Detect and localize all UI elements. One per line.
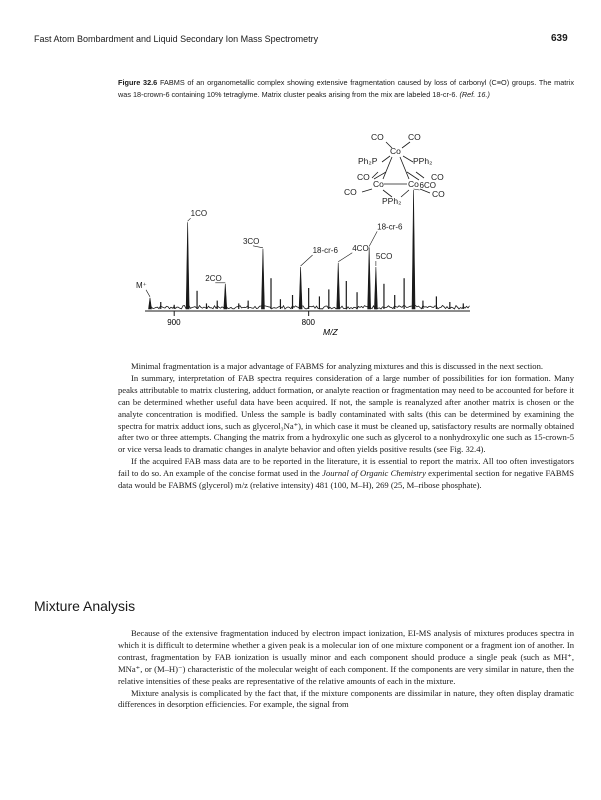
paragraph-3-end: experimental section for negative FABMS data would be FABMS (glycerol) m/z (relative intensity) 481 (100, M–H), 269 (25, M–ribose phosphate).: [118, 468, 574, 491]
paragraph-2: In summary, interpretation of FAB spectra requires consideration of a large number of possibilities for ion formation. Many peaks attributable to matrix clustering, adduct formation, or analyte reaction or fragmentation may need to be accounted for before it can be determined whether useful data have been acquired. If not, the sample is reanalyzed after another matrix is chosen or the analyte concentration is modified. Unless the sample is badly contaminated with salts (this can be determined by examining the spectra for matrix adduct ions, such as glycerol₃Na⁺), in which case it must be cleaned up, satisfactory results are normally obtained after two or three attempts. Changing the matrix from a hydroxylic one such as glycerol to a nonhydroxylic one such as 15-crown-5 or vice versa leads to dramatic changes in analyte behavior and often yields positive results (see Fig. 32.4).: [118, 372, 575, 455]
structure-co-top-right: CO: [408, 132, 421, 142]
structure-co-mid-right: CO: [431, 172, 444, 182]
peak-8: [412, 190, 415, 309]
structure-co-top-left: CO: [371, 132, 384, 142]
peak-label-1: 1CO: [190, 209, 208, 219]
x-tick-label-1: 800: [301, 318, 316, 327]
peak-5: [337, 263, 340, 309]
section-heading: Mixture Analysis: [34, 598, 136, 614]
structure-co-mid-left: CO: [357, 172, 370, 182]
spectrum-trace: [149, 190, 470, 309]
peak-7: [374, 267, 377, 309]
peak-leader-1: [188, 218, 191, 221]
structure-co-atom-right: Co: [408, 179, 419, 189]
baseline-noise: [150, 306, 470, 310]
figure-caption-text: FABMS of an organometallic complex showing extensive fragmentation caused by loss of carbonyl (C≡O) groups. The matrix was 18-crown-6 containing 10% tetraglyme. Matrix cluster peaks arising from the mix are labeled 18-cr-6.: [118, 78, 574, 99]
x-axis-label: M/Z: [323, 327, 338, 337]
body-text-lower: [118, 628, 574, 711]
paragraph-5: Mixture analysis is complicated by the fact that, if the mixture components are dissimilar in nature, they often display dramatic differences in desorption efficiencies. For example, the signal from: [118, 687, 574, 710]
structure-co-low-right: CO: [432, 189, 445, 199]
journal-name: Journal of Organic Chemistry: [322, 468, 426, 479]
structure-co-atom-left: Co: [373, 179, 384, 189]
peak-label-8: 6CO: [419, 181, 436, 190]
x-tick-label-0: 900: [167, 318, 181, 327]
structure-co-atom-top: Co: [390, 146, 401, 156]
peak-4: [299, 267, 302, 309]
peak-label-4: 18-cr-6: [312, 246, 338, 255]
paragraph-4: Because of the extensive fragmentation induced by electron impact ionization, EI-MS analysis of mixtures produces spectra in which it is difficult to determine whether a given peak is a molecular ion of one mixture component or a fragment ion of another. In contrast, fragmentation by FAB ionization is usually minor and each component should produce a single peak (such as MH⁺, MNa⁺, or (M–H)⁻) characteristic of the molecular weight of each component. If the components are very similar in nature, then the relative intensities of these peaks are representative of the relative amounts of each in the mixture.: [118, 628, 574, 686]
paragraph-3: [118, 456, 574, 492]
peak-leader-4: [301, 255, 313, 266]
peak-6: [368, 247, 371, 309]
peak-leader-3: [253, 246, 263, 248]
figure-label: Figure 32.6: [118, 78, 158, 87]
structure-pph2-bottom: PPh₂: [382, 196, 402, 206]
peak-leader-6: [369, 231, 377, 246]
peak-label-3: 3CO: [242, 236, 260, 246]
peak-label-0: M⁺: [136, 280, 147, 290]
page-number: 639: [551, 33, 568, 44]
peak-leader-5: [338, 253, 352, 262]
structure-diagram: [344, 132, 445, 206]
peak-label-7: 5CO: [375, 252, 393, 261]
structure-ph2p: Ph₂P: [358, 156, 378, 166]
figure-reference: (Ref. 16.): [459, 89, 490, 99]
peak-leader-0: [146, 290, 150, 297]
peak-1: [186, 222, 189, 309]
running-head: Fast Atom Bombardment and Liquid Secondary Ion Mass Spectrometry: [34, 34, 319, 44]
structure-pph2-top: PPh₂: [413, 156, 433, 166]
paragraph-3-start: If the acquired FAB mass data are to be reported in the literature, it is essential to report the matrix. All too often investigators fail to do so. An example of the concise format used in the: [118, 456, 574, 479]
structure-co-low-left: CO: [344, 187, 357, 197]
peak-label-5: 4CO: [352, 243, 369, 253]
peak-0: [149, 298, 152, 309]
peak-label-2: 2CO: [205, 273, 222, 283]
mass-spectrum-figure: [0, 0, 601, 360]
paragraph-1: Minimal fragmentation is a major advantage of FABMS for analyzing mixtures and this is discussed in the next section.: [131, 361, 544, 371]
peak-3: [261, 249, 264, 309]
peak-2: [224, 284, 227, 309]
body-text-upper: [118, 361, 574, 492]
x-axis-ticks: [167, 311, 315, 327]
peak-label-6: 18-cr-6: [377, 222, 403, 232]
